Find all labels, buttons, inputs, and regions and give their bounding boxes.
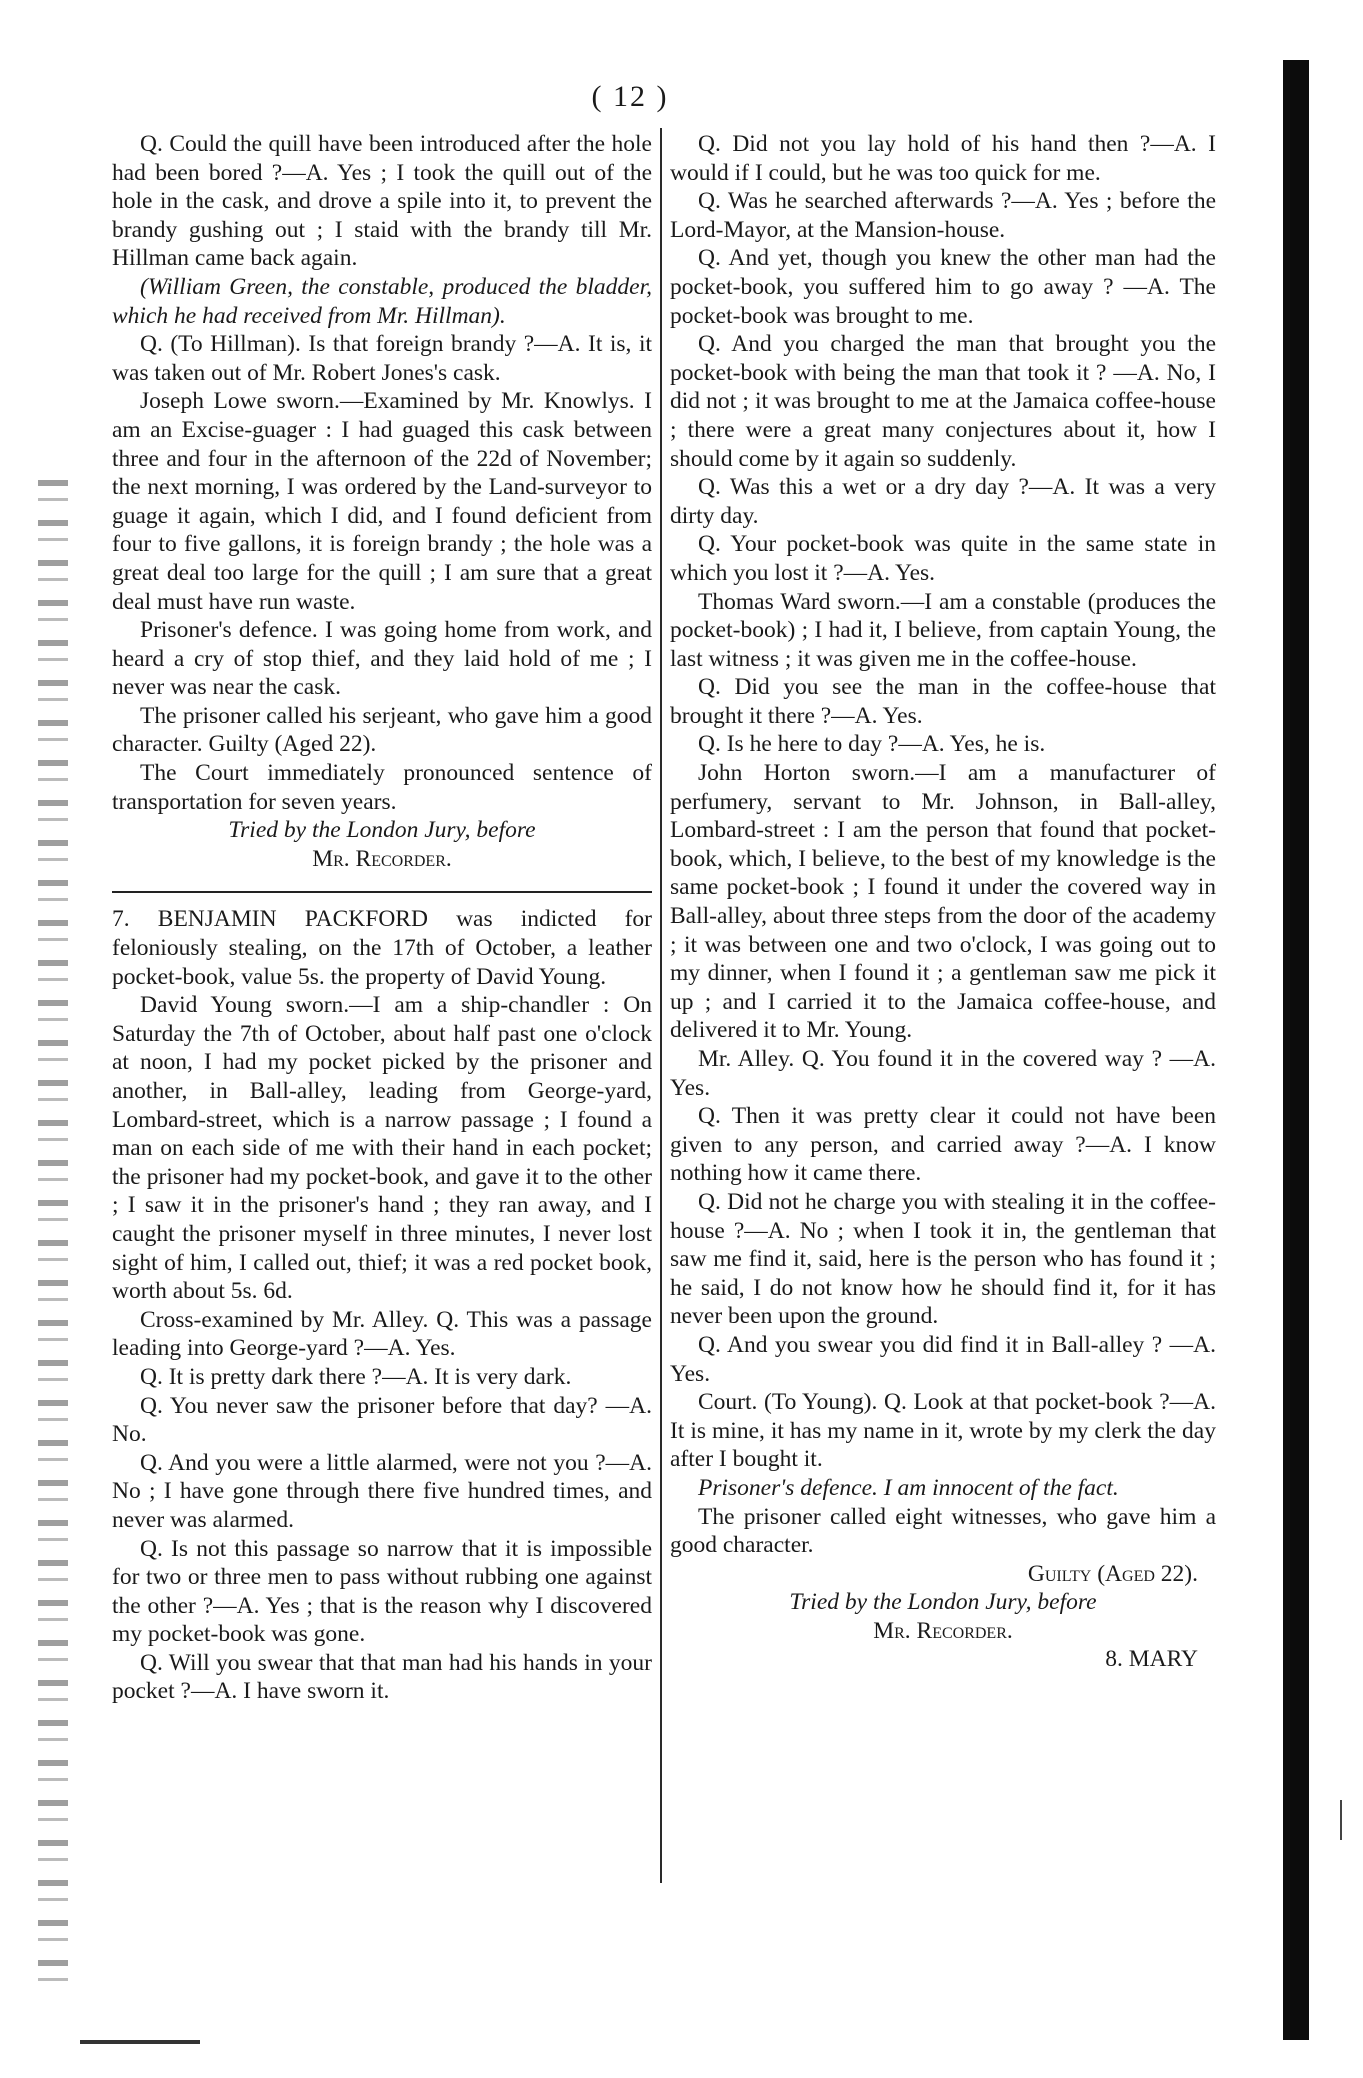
paragraph: Q. Could the quill have been introduced after the hole had been bored ?—A. Yes ; I took the quill out of the hole in the cask, and drove a spile into it, to prevent the brandy gushing out ; I staid with the brandy till Mr. Hillman came back again.: [112, 131, 652, 272]
tried-by-line: Tried by the London Jury, before: [789, 1589, 1097, 1616]
case-divider: [112, 891, 652, 893]
paragraph: (William Green, the constable, produced the bladder, which he had received from Mr. Hillman).: [112, 273, 652, 329]
paragraph: Q. And you swear you did find it in Ball-alley ? —A. Yes.: [670, 1331, 1216, 1387]
paragraph: Q. Did you see the man in the coffee-house that brought it there ?—A. Yes.: [670, 674, 1216, 729]
paragraph: Q. Then it was pretty clear it could not have been given to any person, and carried away ?—A. I know nothing how it came there.: [670, 1103, 1216, 1187]
paragraph: Prisoner's defence. I was going home from work, and heard a cry of stop thief, and they laid hold of me ; I never was near the cask.: [112, 617, 652, 701]
paragraph: John Horton sworn.—I am a manufacturer of perfumery, servant to Mr. Johnson, in Ball-alley, Lombard-street : I am the person that found that pocket-book, which, I believe, to the best of my knowledge is the same pocket-book ; I found it under the covered way in Ball-alley, about three steps from the door of the academy ; it was between one and two o'clock, I was going out to my dinner, when I found it ; a gentleman saw me pick it up ; and I carried it to the Jamaica coffee-house, and delivered it to Mr. Young.: [670, 760, 1216, 1044]
tried-by-line: Tried by the London Jury, before: [228, 817, 536, 844]
paragraph: Q. (To Hillman). Is that foreign brandy ?—A. It is, it was taken out of Mr. Robert Jones's cask.: [112, 331, 652, 386]
paragraph: Court. (To Young). Q. Look at that pocket-book ?—A. It is mine, it has my name in it, wrote by my clerk the day after I bought it.: [670, 1389, 1216, 1473]
binding-edge-shadow: [1283, 60, 1309, 2040]
paragraph: Q. Did not he charge you with stealing it in the coffee-house ?—A. No ; when I took it in, the gentleman that saw me find it, said, here is the person who has found it ; he said, I do not know how he should find it, for it has never been upon the ground.: [670, 1188, 1216, 1330]
paragraph: Q. You never saw the prisoner before that day? —A. No.: [112, 1392, 652, 1448]
paragraph: The Court immediately pronounced sentence of transportation for seven years.: [112, 760, 652, 815]
paragraph: Q. Your pocket-book was quite in the same state in which you lost it ?—A. Yes.: [670, 531, 1216, 586]
paragraph: Q. Did not you lay hold of his hand then ?—A. I would if I could, but he was too quick for me.: [670, 131, 1216, 186]
recorder-line: Mr. Recorder.: [873, 1617, 1013, 1644]
paragraph: Mr. Alley. Q. You found it in the covered way ? —A. Yes.: [670, 1046, 1216, 1101]
paragraph: The prisoner called eight witnesses, who gave him a good character.: [670, 1503, 1216, 1559]
paragraph: Q. And you were a little alarmed, were not you ?—A. No ; I have gone through there five hundred times, and never was alarmed.: [112, 1449, 652, 1533]
left-column: [112, 130, 652, 1706]
paragraph: Q. Was he searched afterwards ?—A. Yes ; before the Lord-Mayor, at the Mansion-house.: [670, 188, 1216, 243]
paragraph: Q. Is not this passage so narrow that it is impossible for two or three men to pass without rubbing one against the other ?—A. Yes ; that is the reason why I discovered my pocket-book was gone.: [112, 1535, 652, 1648]
paragraph: Q. And yet, though you knew the other man had the pocket-book, you suffered him to go away ? —A. The pocket-book was brought to me.: [670, 245, 1216, 329]
column-rule: [660, 128, 662, 1883]
paragraph: Cross-examined by Mr. Alley. Q. This was a passage leading into George-yard ?—A. Yes.: [112, 1306, 652, 1362]
paragraph: Prisoner's defence. I am innocent of the fact.: [698, 1474, 1119, 1501]
paragraph: Thomas Ward sworn.—I am a constable (produces the pocket-book) ; I had it, I believe, from captain Young, the last witness ; it was given me in the coffee-house.: [670, 588, 1216, 672]
verdict-line: Guilty (Aged 22).: [1027, 1560, 1198, 1587]
paragraph: The prisoner called his serjeant, who gave him a good character. Guilty (Aged 22).: [112, 702, 652, 758]
paragraph: Q. And you charged the man that brought you the pocket-book with being the man that took it ? —A. No, I did not ; it was brought to me at the Jamaica coffee-house ; there were a great many conjectures about it, how I should come by it again so suddenly.: [670, 331, 1216, 472]
catchword: 8. MARY: [1105, 1646, 1198, 1673]
scan-margin-artifact: [38, 480, 68, 2000]
scan-foot-artifact: [80, 2040, 200, 2044]
paragraph: Joseph Lowe sworn.—Examined by Mr. Knowlys. I am an Excise-guager : I had guaged this cask between three and four in the afternoon of the 22d of November; the next morning, I was ordered by the Land-surveyor to guage it again, which I did, and I found deficient from four to five gallons, it is foreign brandy ; the hole was a great deal too large for the quill ; I am sure that a great deal must have run waste.: [112, 388, 652, 615]
paragraph: David Young sworn.—I am a ship-chandler : On Saturday the 7th of October, about half past one o'clock at noon, I had my pocket picked by the prisoner and another, in Ball-alley, leading from George-yard, Lombard-street, which is a narrow passage ; I found a man on each side of me with their hand in each pocket; the prisoner had my pocket-book, and gave it to the other ; I saw it in the prisoner's hand ; they ran away, and I caught the prisoner myself in three minutes, I never lost sight of him, I called out, thief; it was a red pocket book, worth about 5s. 6d.: [112, 992, 652, 1305]
edge-mark: [1340, 1800, 1342, 1840]
paragraph: Q. Is he here to day ?—A. Yes, he is.: [698, 731, 1046, 758]
page-number: ( 12 ): [591, 80, 669, 113]
right-column: [670, 130, 1216, 1674]
recorder-line: Mr. Recorder.: [312, 845, 452, 872]
case-heading: 7. BENJAMIN PACKFORD was indicted for feloniously stealing, on the 17th of October, a leather pocket-book, value 5s. the property of David Young.: [112, 906, 652, 990]
paragraph: Q. Will you swear that that man had his hands in your pocket ?—A. I have sworn it.: [112, 1649, 652, 1705]
paragraph: Q. It is pretty dark there ?—A. It is very dark.: [140, 1363, 572, 1390]
paragraph: Q. Was this a wet or a dry day ?—A. It was a very dirty day.: [670, 474, 1216, 529]
